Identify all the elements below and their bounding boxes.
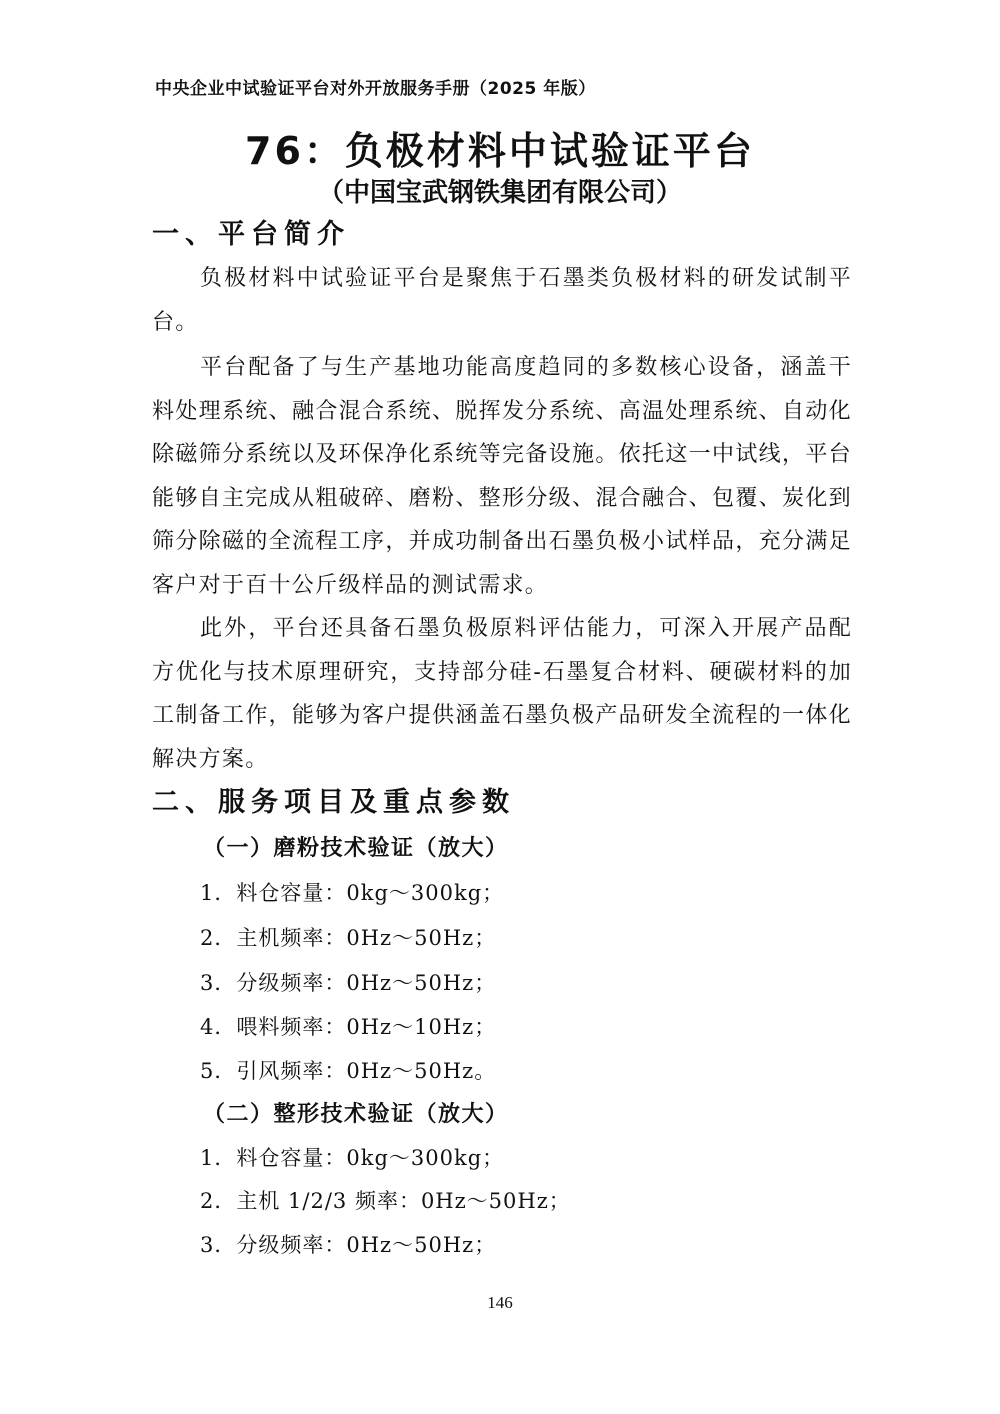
intro-paragraph-1: 负极材料中试验证平台是聚焦于石墨类负极材料的研发试制平台。 <box>152 266 852 335</box>
subsection-heading-shaping: （二）整形技术验证（放大） <box>203 1101 509 1127</box>
section-heading-services: 二、服务项目及重点参数 <box>152 787 515 818</box>
running-header: 中央企业中试验证平台对外开放服务手册（2025 年版） <box>155 79 596 99</box>
section-heading-intro: 一、平台简介 <box>152 219 350 250</box>
page-number: 146 <box>487 1293 513 1312</box>
list-item: 3．分级频率：0Hz～50Hz； <box>200 1233 497 1257</box>
document-subtitle: （中国宝武钢铁集团有限公司） <box>317 178 682 208</box>
list-item: 3．分级频率：0Hz～50Hz； <box>200 971 497 995</box>
list-item: 2．主机 1/2/3 频率：0Hz～50Hz； <box>200 1189 571 1213</box>
subsection-heading-milling: （一）磨粉技术验证（放大） <box>203 835 509 861</box>
list-item: 5．引风频率：0Hz～50Hz。 <box>200 1059 497 1083</box>
intro-paragraph-3: 此外，平台还具备石墨负极原料评估能力，可深入开展产品配方优化与技术原理研究，支持部分硅-石墨复合材料、硬碳材料的加工制备工作，能够为客户提供涵盖石墨负极产品研发全流程的一体化解决方案。 <box>152 616 852 772</box>
list-item: 1．料仓容量：0kg～300kg； <box>200 881 505 905</box>
list-item: 1．料仓容量：0kg～300kg； <box>200 1146 505 1170</box>
document-title: 76：负极材料中试验证平台 <box>245 129 755 173</box>
intro-paragraph-2: 平台配备了与生产基地功能高度趋同的多数核心设备，涵盖干料处理系统、融合混合系统、脱挥发分系统、高温处理系统、自动化除磁筛分系统以及环保净化系统等完备设施。依托这一中试线，平台能够自主完成从粗破碎、磨粉、整形分级、混合融合、包覆、炭化到筛分除磁的全流程工序，并成功制备出石墨负极小试样品，充分满足客户对于百十公斤级样品的测试需求。 <box>152 355 852 598</box>
list-item: 4．喂料频率：0Hz～10Hz； <box>200 1015 497 1039</box>
list-item: 2．主机频率：0Hz～50Hz； <box>200 926 497 950</box>
